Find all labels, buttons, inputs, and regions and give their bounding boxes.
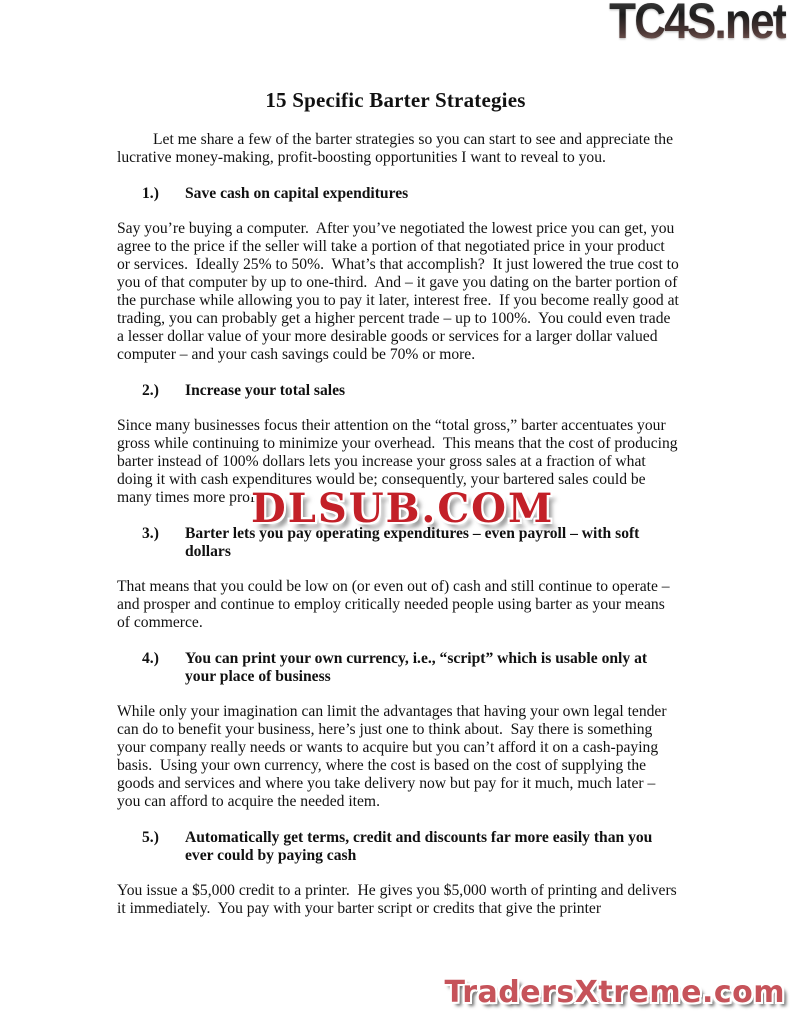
- section-3-number: 3.): [142, 524, 159, 542]
- section-1-heading-text: Save cash on capital expenditures: [185, 184, 409, 202]
- page-title: 15 Specific Barter Strategies: [265, 88, 526, 112]
- section-5-heading-text: Automatically get terms, credit and discounts far more easily than you ever could by paying cash: [185, 828, 653, 864]
- section-4-heading-text: You can print your own currency, i.e., “script” which is usable only at your place of business: [185, 649, 648, 685]
- section-1-heading: [117, 185, 679, 203]
- section-2-heading-text: Increase your total sales: [185, 381, 346, 399]
- intro-paragraph: Let me share a few of the barter strategies so you can start to see and appreciate the lucrative money-making, profit-boosting opportunities I want to reveal to you.: [117, 131, 677, 166]
- tradersxtreme-site-logo: TradersXtreme.com: [444, 975, 785, 1010]
- section-2-heading: [117, 382, 679, 400]
- section-5-paragraph: You issue a $5,000 credit to a printer. He gives you $5,000 worth of printing and delivers it immediately. You pay with your barter script or credits that give the printer: [117, 882, 681, 917]
- section-5-heading: [117, 829, 679, 865]
- section-1-number: 1.): [142, 184, 159, 202]
- dlsub-watermark: DLSUB.COM: [251, 485, 555, 532]
- section-4-paragraph: While only your imagination can limit the advantages that having your own legal tender can do to benefit your business, here’s just one to think about. Say there is something your company really needs or wants to acquire but you can’t afford it on a cash-paying basis. Using your own currency, where the cost is based on the cost of supplying the goods and services and where you take delivery now but pay for it much, much later – you can afford to acquire the needed item.: [117, 703, 671, 810]
- section-3-paragraph: That means that you could be low on (or even out of) cash and still continue to operate – and prosper and continue to employ critically needed people using barter as your means of commerce.: [117, 578, 674, 631]
- section-2-paragraph: Since many businesses focus their attention on the “total gross,” barter accentuates your gross while continuing to minimize your overhead. This means that the cost of producing barter instead of 100% dollars lets you increase your gross sales at a fraction of what doing it with cash expenditures would be; consequently, your bartered sales could be many times more profi: [117, 417, 682, 506]
- section-2-number: 2.): [142, 381, 159, 399]
- tc4s-site-logo: TC4S.net: [609, 0, 786, 48]
- section-3-heading-text: Barter lets you pay operating expenditures – even payroll – with soft dollars: [185, 524, 640, 560]
- section-4-number: 4.): [142, 649, 159, 667]
- section-5-number: 5.): [142, 828, 159, 846]
- section-4-heading: [117, 650, 679, 686]
- section-1-paragraph: Say you’re buying a computer. After you’ve negotiated the lowest price you can get, you agree to the price if the seller will take a portion of that negotiated price in your product or services. Ideally 25% to 50%. What’s that accomplish? It just lowered the true cost to you of that computer by up to one-third. And – it gave you dating on the barter portion of the purchase while allowing you to pay it later, interest free. If you become really good at trading, you can probably get a higher percent trade – up to 100%. You could even trade a lesser dollar value of your more desirable goods or services for a larger dollar valued computer – and your cash savings could be 70% or more.: [117, 220, 683, 363]
